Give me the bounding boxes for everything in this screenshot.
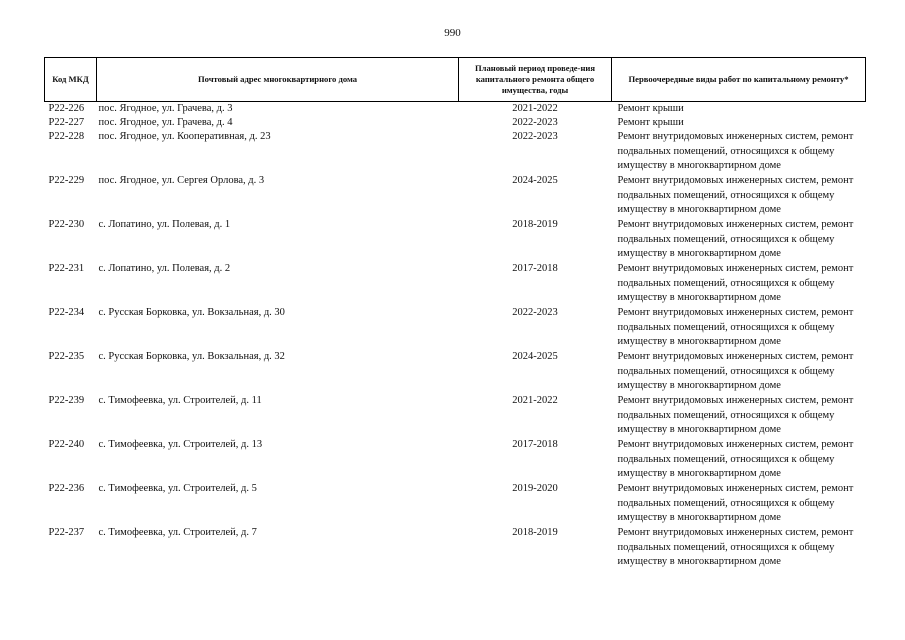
- table-row: [45, 306, 866, 350]
- cell-works: Ремонт внутридомовых инженерных систем, ремонт подвальных помещений, относящихся к общему имуществу в многоквартирном доме: [617, 483, 854, 523]
- cell-code: Р22-239: [48, 395, 85, 407]
- capital-repair-table: [44, 57, 866, 570]
- cell-period: 2024-2025: [512, 175, 558, 187]
- cell-works: Ремонт внутридомовых инженерных систем, ремонт подвальных помещений, относящихся к общему имуществу в многоквартирном доме: [617, 527, 854, 567]
- header-period: Плановый период проведе-ния капитального ремонта общего имущества, годы: [459, 58, 612, 102]
- cell-period: 2021-2022: [512, 103, 558, 114]
- header-works: Первоочередные виды работ по капитальному ремонту*: [612, 58, 866, 102]
- cell-address: с. Тимофеевка, ул. Строителей, д. 13: [98, 439, 263, 451]
- cell-period: 2019-2020: [512, 483, 558, 495]
- cell-code: Р22-240: [48, 439, 85, 451]
- cell-period: 2017-2018: [512, 263, 558, 275]
- cell-period: 2018-2019: [512, 527, 558, 539]
- table-row: [45, 526, 866, 570]
- header-code: Код МКД: [45, 58, 97, 102]
- cell-period: 2022-2023: [512, 307, 558, 319]
- cell-works: Ремонт внутридомовых инженерных систем, ремонт подвальных помещений, относящихся к общему имуществу в многоквартирном доме: [617, 439, 854, 479]
- cell-address: пос. Ягодное, ул. Грачева, д. 3: [98, 103, 233, 114]
- cell-code: Р22-235: [48, 351, 85, 363]
- cell-works: Ремонт внутридомовых инженерных систем, ремонт подвальных помещений, относящихся к общему имуществу в многоквартирном доме: [617, 395, 854, 435]
- cell-address: с. Тимофеевка, ул. Строителей, д. 5: [98, 483, 257, 495]
- table-row: [45, 438, 866, 482]
- cell-code: Р22-228: [48, 131, 85, 143]
- cell-code: Р22-231: [48, 263, 85, 275]
- cell-works: Ремонт внутридомовых инженерных систем, ремонт подвальных помещений, относящихся к общему имуществу в многоквартирном доме: [617, 175, 854, 215]
- page-number: 990: [444, 27, 461, 39]
- cell-code: Р22-237: [48, 527, 85, 539]
- cell-works: Ремонт внутридомовых инженерных систем, ремонт подвальных помещений, относящихся к общему имуществу в многоквартирном доме: [617, 351, 854, 391]
- cell-code: Р22-226: [48, 103, 85, 114]
- table-row: [45, 174, 866, 218]
- table-row: [45, 262, 866, 306]
- cell-address: с. Лопатино, ул. Полевая, д. 2: [98, 263, 231, 275]
- cell-address: с. Русская Борковка, ул. Вокзальная, д. 32: [98, 351, 285, 363]
- table-row: [45, 102, 866, 117]
- cell-period: 2022-2023: [512, 117, 558, 129]
- table-body: [45, 102, 866, 571]
- header-address: Почтовый адрес многоквартирного дома: [97, 58, 459, 102]
- cell-address: с. Тимофеевка, ул. Строителей, д. 7: [98, 527, 257, 539]
- cell-address: пос. Ягодное, ул. Грачева, д. 4: [98, 117, 233, 129]
- cell-code: Р22-227: [48, 117, 85, 129]
- table-row: [45, 350, 866, 394]
- cell-code: Р22-229: [48, 175, 85, 187]
- cell-code: Р22-236: [48, 483, 85, 495]
- cell-period: 2022-2023: [512, 131, 558, 143]
- table-row: [45, 482, 866, 526]
- cell-works: Ремонт внутридомовых инженерных систем, ремонт подвальных помещений, относящихся к общему имуществу в многоквартирном доме: [617, 219, 854, 259]
- cell-works: Ремонт внутридомовых инженерных систем, ремонт подвальных помещений, относящихся к общему имуществу в многоквартирном доме: [617, 307, 854, 347]
- cell-address: с. Лопатино, ул. Полевая, д. 1: [98, 219, 231, 231]
- cell-code: Р22-234: [48, 307, 85, 319]
- table-row: [45, 394, 866, 438]
- cell-period: 2021-2022: [512, 395, 558, 407]
- cell-works: Ремонт крыши: [617, 117, 684, 129]
- table-row: [45, 130, 866, 174]
- cell-address: с. Тимофеевка, ул. Строителей, д. 11: [98, 395, 262, 407]
- cell-address: пос. Ягодное, ул. Сергея Орлова, д. 3: [98, 175, 265, 187]
- cell-period: 2024-2025: [512, 351, 558, 363]
- cell-address: с. Русская Борковка, ул. Вокзальная, д. 30: [98, 307, 285, 319]
- cell-period: 2018-2019: [512, 219, 558, 231]
- cell-works: Ремонт внутридомовых инженерных систем, ремонт подвальных помещений, относящихся к общему имуществу в многоквартирном доме: [617, 263, 854, 303]
- table-row: [45, 218, 866, 262]
- cell-period: 2017-2018: [512, 439, 558, 451]
- cell-code: Р22-230: [48, 219, 85, 231]
- table-header-row: [45, 58, 866, 102]
- cell-address: пос. Ягодное, ул. Кооперативная, д. 23: [98, 131, 271, 143]
- table-row: [45, 116, 866, 130]
- cell-works: Ремонт крыши: [617, 103, 684, 114]
- cell-works: Ремонт внутридомовых инженерных систем, ремонт подвальных помещений, относящихся к общему имуществу в многоквартирном доме: [617, 131, 854, 171]
